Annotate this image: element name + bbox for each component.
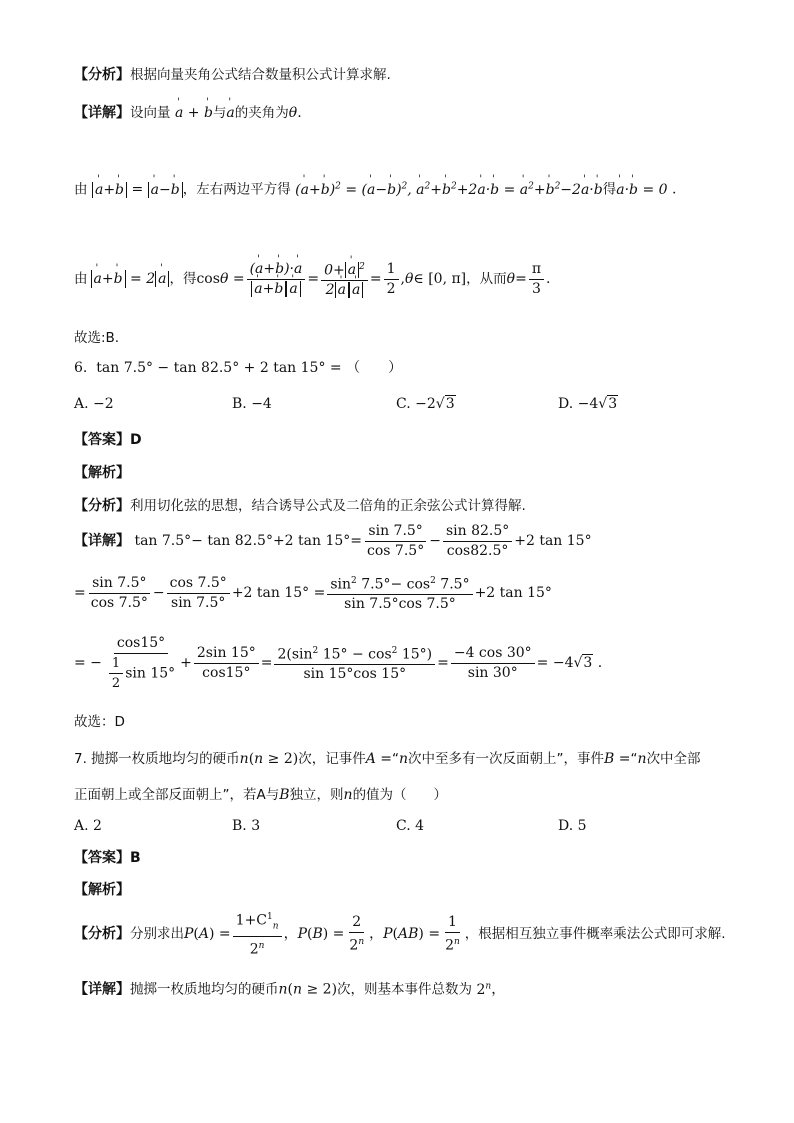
- eq-text: ，左右两边平方得: [182, 181, 291, 198]
- solution-tag: 【详解】: [74, 533, 130, 549]
- option-c: C. 4: [396, 818, 425, 834]
- solution-text: 与: [212, 105, 227, 121]
- cos-fraction-2: $\frac{0+' a ^2}{2' a' a}$: [321, 259, 368, 300]
- equation-cos: 由 ' a+' b = 2' a ，得 cosθ = (' a+' b)·' a ' a+' b' a = $\frac{0+' a ^2}{2' a' a}$ = $\frac{1}{2}$ , θ ∈ [0, π] ，从而 θ = $\frac{\pi}{3}$ .: [74, 252, 550, 306]
- analysis-7: 【分析】 分别求出 P (A) = $\frac{1+C^1_n}{2^n}$ ， P (B) = $\frac{2}{2^n}$ ， P (AB) = $\frac{1}{2^n}$ ，根据相互独立事件概率乘法公式即可求解.: [74, 912, 726, 956]
- analysis-6: [74, 497, 526, 515]
- option-d-radicand: 3: [608, 396, 618, 412]
- eq-text: 得: [602, 181, 617, 198]
- eq-text: ，得: [169, 271, 197, 287]
- q7-text: 次中全部: [646, 751, 701, 767]
- solution-6-step1: 【详解】 tan 7.5°− tan 82.5°+2 tan 15°= $\frac{\sin 7.5^\circ}{\cos 7.5^\circ}$ − $\frac{\sin 82.5^\circ}{\cos 82.5^\circ}$ +2 tan 15°: [74, 522, 592, 559]
- q7-text: 7. 抛掷一枚质地均匀的硬币: [74, 751, 240, 767]
- q7-text: “: [392, 751, 400, 767]
- eq-text: 由: [74, 181, 88, 198]
- option-b: B. −4: [232, 396, 272, 412]
- solution-5-intro: 【详解】设向量 ' a + ' b与' a的夹角为θ.: [74, 104, 302, 122]
- option-a: A. −2: [74, 396, 114, 412]
- solution-text: 设向量: [130, 105, 171, 121]
- analysis-text: 根据向量夹角公式结合数量积公式计算求解.: [130, 67, 391, 83]
- q7-text: “: [630, 751, 638, 767]
- question-expression: tan 7.5° − tan 82.5° + 2 tan 15° = （ ）: [96, 360, 403, 376]
- option-c: C. −2√3: [396, 396, 455, 412]
- analysis-5: [74, 66, 391, 84]
- q7-text: 独立，则: [289, 787, 344, 803]
- option-c-label: C. −2: [396, 396, 436, 412]
- q7-text: 正面朝上或全部反面朝上”，若A与: [74, 787, 280, 803]
- q7-text: 的值为（ ）: [352, 787, 448, 803]
- question-7-line1: 7. 抛掷一枚质地均匀的硬币n(n ≥ 2)次，记事件A =“n次中至多有一次反面朝上”，事件B =“n次中全部: [74, 751, 701, 767]
- solution-6-step3: = − cos15° $\frac{1}{2}$ sin 15° + $\frac{2\sin 15^\circ}{\cos 15^\circ}$ = $\frac{2(\sin^2 15^\circ - \cos^2 15^\circ)}{\sin 15^\circ\cos 15^\circ}$ = $\frac{-4 \cos 30^\circ}{\sin 30^\circ}$ = −4√3 .: [74, 634, 603, 691]
- analysis-tag: 【分析】: [74, 67, 130, 83]
- explanation-6: 【解析】: [74, 465, 130, 481]
- analysis-text: ，根据相互独立事件概率乘法公式即可求解.: [464, 926, 726, 942]
- solution-6-step2: = $\frac{\sin 7.5^\circ}{\cos 7.5^\circ}$ − $\frac{\cos 7.5^\circ}{\sin 7.5^\circ}$ +2 tan 15° = $\frac{\sin^2 7.5^\circ- \cos^2 7.5^\circ}{\sin 7.5^\circ\cos 7.5^\circ}$ +2 tan 15°: [74, 574, 552, 613]
- option-c-radicand: 3: [445, 396, 455, 412]
- analysis-text: 分别求出: [130, 926, 184, 942]
- q7-text: 次，记事件: [298, 751, 366, 767]
- option-a: A. 2: [74, 818, 102, 834]
- option-b: B. 3: [232, 818, 261, 834]
- analysis-tag: 【分析】: [74, 498, 130, 514]
- cos-fraction: (' a+' b)·' a ' a+' b' a: [247, 261, 306, 298]
- option-d: D. 5: [558, 818, 587, 834]
- solution-tag: 【详解】: [74, 105, 130, 121]
- q7-text: 次中至多有一次反面朝上”，事件: [408, 751, 605, 767]
- eq-text: 由: [74, 271, 88, 287]
- answer-6: 【答案】D: [74, 432, 142, 448]
- question-number: 6.: [74, 360, 88, 376]
- solution-7: 【详解】抛掷一枚质地均匀的硬币n(n ≥ 2)次，则基本事件总数为 2$^n$，: [74, 981, 506, 998]
- pi-third-fraction: $\frac{\pi}{3}$: [529, 261, 544, 298]
- analysis-tag: 【分析】: [74, 926, 130, 942]
- equation-square: 由 ' a+' b = ' a−' b ，左右两边平方得 (' a+' b)$^2$ = (' a−' b)$^2$, ' $a^2+'$ $b^2+2'$ a·' b = ' $a^2+'$ $b^2-2'$ a·' b得' a·' b = 0 .: [74, 177, 676, 199]
- option-d-label: D. −4: [558, 396, 599, 412]
- half-fraction: $\frac{1}{2}$: [384, 261, 399, 298]
- solution-text: 次，则基本事件总数为: [337, 981, 473, 998]
- option-d: D. −4√3: [558, 396, 618, 412]
- solution-text: 抛掷一枚质地均匀的硬币: [130, 981, 279, 998]
- solution-tag: 【详解】: [74, 981, 130, 998]
- answer-7: 【答案】B: [74, 850, 141, 866]
- choose-d: 故选：D: [74, 714, 125, 730]
- eq-text: ，从而: [466, 271, 507, 287]
- solution-text: 的夹角为: [234, 105, 289, 121]
- question-7-line2: 正面朝上或全部反面朝上”，若A与B独立，则n的值为（ ）: [74, 787, 448, 803]
- explanation-7: 【解析】: [74, 882, 130, 898]
- question-6: [74, 359, 402, 377]
- choose-b: 故选:B.: [74, 330, 120, 346]
- analysis-text: 利用切化弦的思想，结合诱导公式及二倍角的正余弦公式计算得解.: [130, 498, 526, 514]
